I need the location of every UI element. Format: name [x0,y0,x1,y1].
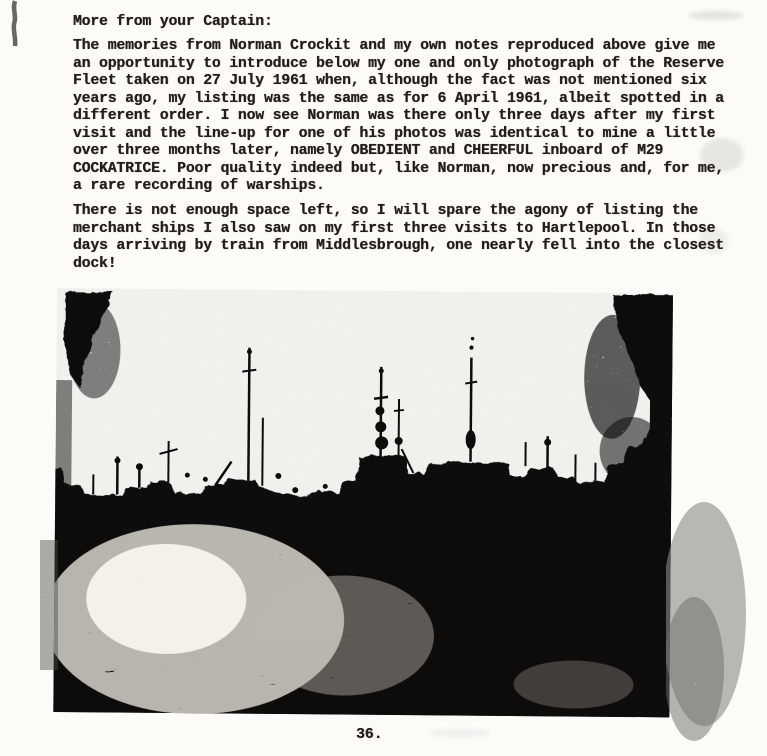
text-line: Fleet taken on 27 July 1961 when, although the fact was not mentioned six [73,73,724,91]
text-line: There is not enough space left, so I will spare the agony of listing the [73,203,724,221]
page-heading: More from your Captain: [73,14,273,30]
text-line: years ago, my listing was the same as for 6 April 1961, albeit spotted in a [73,91,724,109]
text-line: dock! [73,256,724,274]
reserve-fleet-photo [53,288,673,717]
text-line: over three months later, namely OBEDIENT and CHEERFUL inboard of M29 [73,143,724,161]
text-line: visit and the line-up for one of his photos was identical to mine a little [73,126,724,144]
scan-smudge [698,228,728,254]
scan-smudge-left [40,540,58,670]
text-line: an opportunity to introduce below my one and only photograph of the Reserve [73,56,724,74]
scan-smudge [688,11,744,20]
paragraph-2 [73,203,724,273]
page-number: 36. [356,726,382,743]
text-line: days arriving by train from Middlesbrough, one nearly fell into the closest [73,238,724,256]
scan-smudge [430,729,490,737]
text-line: a rare recording of warships. [73,178,724,196]
scan-smudge-right [666,494,750,756]
text-line: COCKATRICE. Poor quality indeed but, like Norman, now precious and, for me, [73,161,724,179]
paragraph-1 [73,38,724,196]
text-line: merchant ships I also saw on my first three visits to Hartlepool. In those [73,221,724,239]
text-line: The memories from Norman Crockit and my own notes reproduced above give me [73,38,724,56]
scan-smudge [700,138,744,172]
scan-artifact-top-left [6,0,26,48]
text-line: different order. I now see Norman was there only three days after my first [73,108,724,126]
